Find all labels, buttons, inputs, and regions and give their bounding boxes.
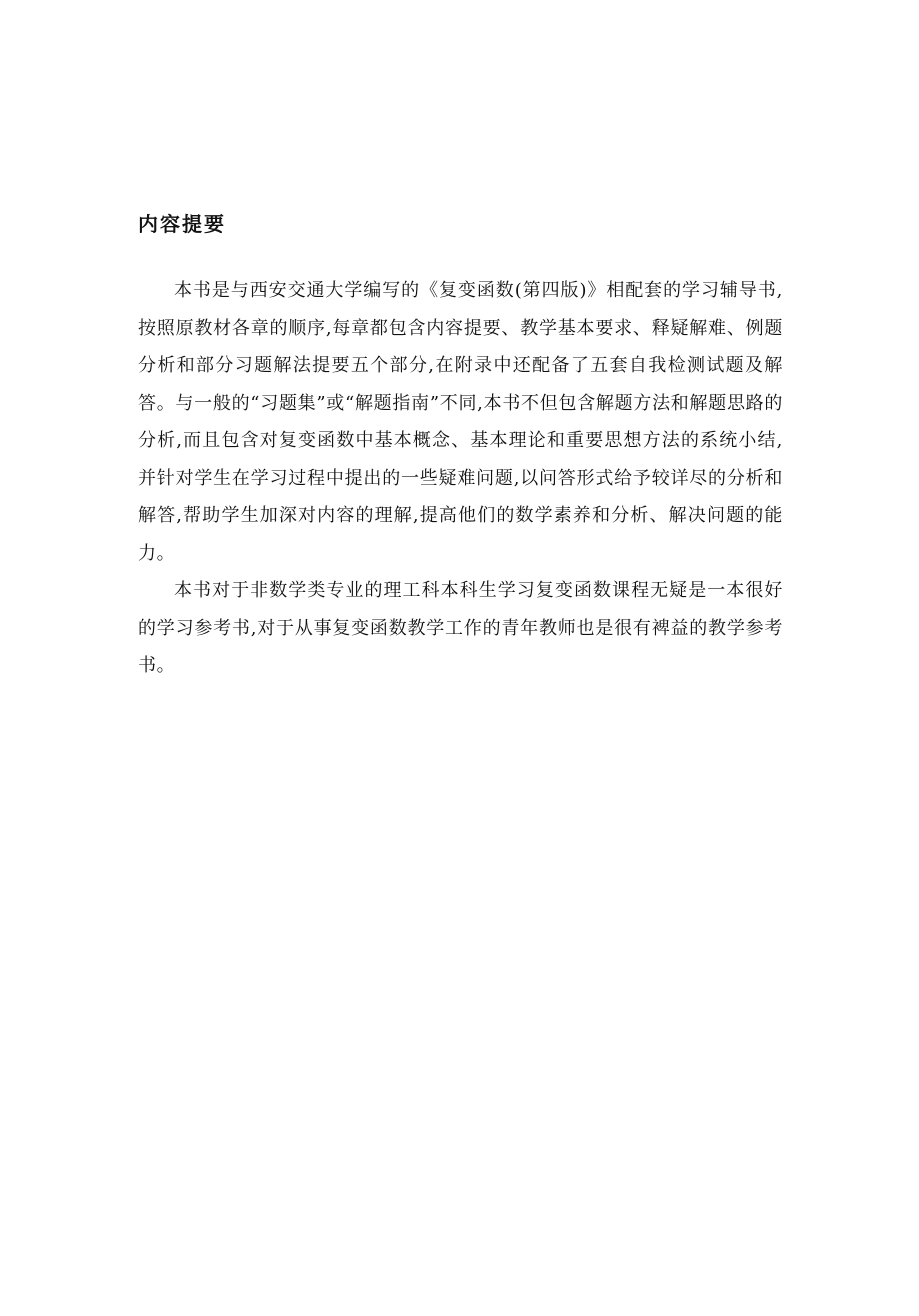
- section-heading: 内容提要: [138, 212, 226, 236]
- summary-body: [138, 272, 783, 685]
- paragraph-2: 本书对于非数学类专业的理工科本科生学习复变函数课程无疑是一本很好的学习参考书,对于从事复变函数教学工作的青年教师也是很有裨益的教学参考书。: [138, 580, 783, 676]
- paragraph-1: 本书是与西安交通大学编写的《复变函数(第四版)》相配套的学习辅导书,按照原教材各章的顺序,每章都包含内容提要、教学基本要求、释疑解难、例题分析和部分习题解法提要五个部分,在附录中还配备了五套自我检测试题及解答。与一般的“习题集”或“解题指南”不同,本书不但包含解题方法和解题思路的分析,而且包含对复变函数中基本概念、基本理论和重要思想方法的系统小结,并针对学生在学习过程中提出的一些疑难问题,以问答形式给予较详尽的分析和解答,帮助学生加深对内容的理解,提高他们的数学素养和分析、解决问题的能力。: [138, 280, 783, 564]
